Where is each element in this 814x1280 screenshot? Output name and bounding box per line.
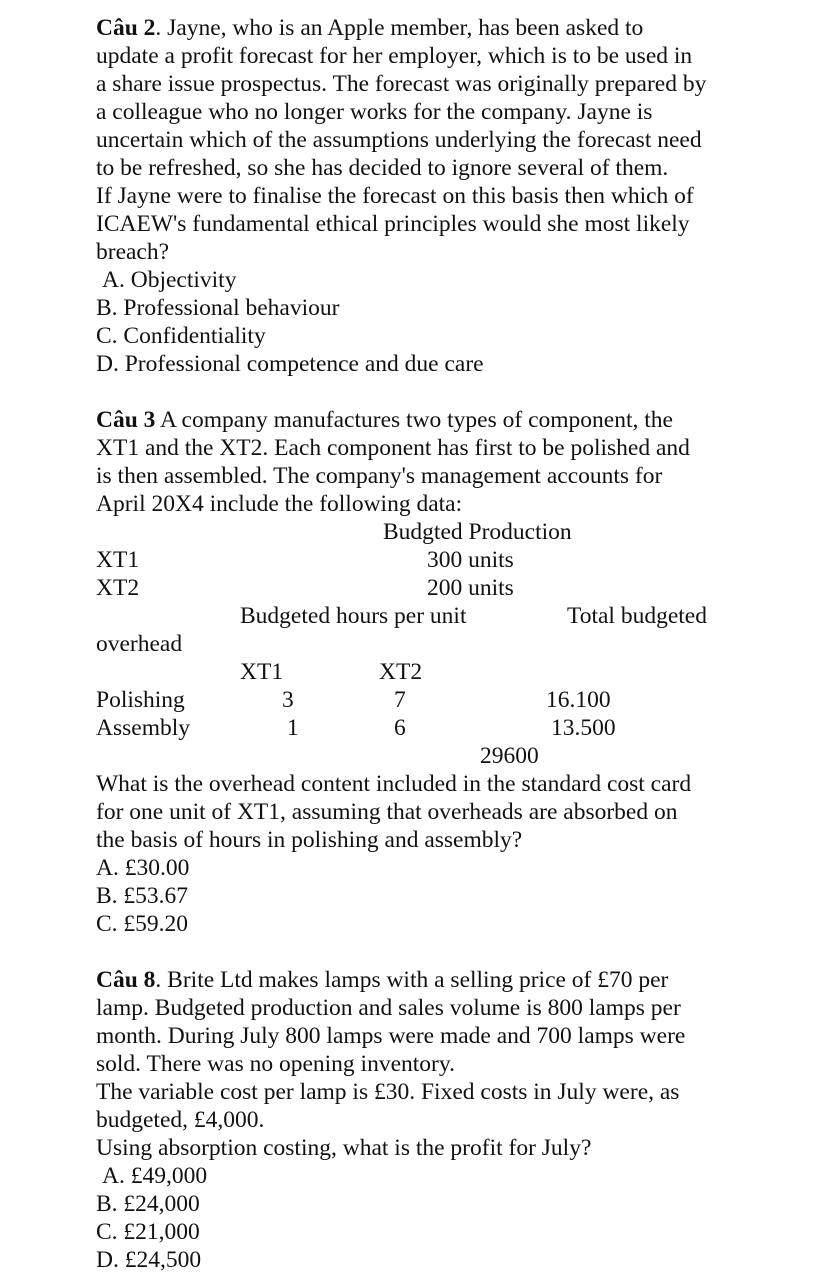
- total-header: Total budgeted: [567, 603, 707, 629]
- overhead-row-total: 16.100: [546, 687, 611, 713]
- q2-line-9: breach?: [96, 239, 170, 265]
- q3-option-c: C. £59.20: [96, 911, 189, 937]
- q3-question-line-1: What is the overhead content included in the standard cost card: [96, 771, 692, 797]
- overhead-row-xt1: 1: [287, 715, 299, 741]
- q8-option-b: B. £24,000: [96, 1191, 200, 1217]
- q3-question-line-3: the basis of hours in polishing and assembly?: [96, 827, 523, 853]
- q3-question-line-2: for one unit of XT1, assuming that overheads are absorbed on: [96, 799, 678, 825]
- production-header: Budgted Production: [383, 519, 572, 545]
- q3-option-a: A. £30.00: [96, 855, 190, 881]
- col-xt2-header: XT2: [379, 659, 423, 685]
- overhead-row-total: 13.500: [551, 715, 616, 741]
- overhead-row-name: Assembly: [96, 715, 190, 741]
- q3-line-3: is then assembled. The company's management accounts for: [96, 463, 663, 489]
- q3-line-1: Câu 3 A company manufactures two types of component, the: [96, 407, 673, 433]
- q2-line-6: to be refreshed, so she has decided to ignore several of them.: [96, 155, 669, 181]
- hours-header: Budgeted hours per unit: [240, 603, 467, 629]
- q2-line-4: a colleague who no longer works for the company. Jayne is: [96, 99, 653, 125]
- production-row-name: XT1: [96, 547, 140, 573]
- production-row-name: XT2: [96, 575, 140, 601]
- q2-option-b: B. Professional behaviour: [96, 295, 340, 321]
- q2-line-1: Câu 2. Jayne, who is an Apple member, has been asked to: [96, 15, 644, 41]
- q8-line-2: lamp. Budgeted production and sales volume is 800 lamps per: [96, 995, 681, 1021]
- q2-option-c: C. Confidentiality: [96, 323, 266, 349]
- q2-line-2: update a profit forecast for her employer, which is to be used in: [96, 43, 693, 69]
- overhead-row-xt1: 3: [282, 687, 294, 713]
- q2-line-8: ICAEW's fundamental ethical principles would she most likely: [96, 211, 690, 237]
- q2-line-3: a share issue prospectus. The forecast was originally prepared by: [96, 71, 707, 97]
- q2-option-a: A. Objectivity: [102, 267, 237, 293]
- q2-line-5: uncertain which of the assumptions underlying the forecast need: [96, 127, 702, 153]
- q8-label: Câu 8: [96, 967, 156, 993]
- q3-label: Câu 3: [96, 407, 156, 433]
- overhead-sum: 29600: [480, 743, 539, 769]
- q2-line-7: If Jayne were to finalise the forecast on this basis then which of: [96, 183, 694, 209]
- q3-line-2: XT1 and the XT2. Each component has first to be polished and: [96, 435, 690, 461]
- production-row-value: 300 units: [427, 547, 514, 573]
- q8-line-7: Using absorption costing, what is the profit for July?: [96, 1135, 592, 1161]
- q3-option-b: B. £53.67: [96, 883, 189, 909]
- col-xt1-header: XT1: [240, 659, 284, 685]
- overhead-row-xt2: 7: [394, 687, 406, 713]
- production-row-value: 200 units: [427, 575, 514, 601]
- q8-line-3: month. During July 800 lamps were made and 700 lamps were: [96, 1023, 686, 1049]
- overhead-row-name: Polishing: [96, 687, 185, 713]
- overhead-header: overhead: [96, 631, 183, 657]
- q8-line-6: budgeted, £4,000.: [96, 1107, 265, 1133]
- q8-line-5: The variable cost per lamp is £30. Fixed costs in July were, as: [96, 1079, 680, 1105]
- q8-line-1: Câu 8. Brite Ltd makes lamps with a selling price of £70 per: [96, 967, 669, 993]
- q3-line-4: April 20X4 include the following data:: [96, 491, 463, 517]
- q2-label: Câu 2: [96, 15, 156, 41]
- q2-option-d: D. Professional competence and due care: [96, 351, 484, 377]
- overhead-row-xt2: 6: [394, 715, 406, 741]
- q8-line-4: sold. There was no opening inventory.: [96, 1051, 455, 1077]
- q8-option-a: A. £49,000: [102, 1163, 208, 1189]
- q8-option-c: C. £21,000: [96, 1219, 200, 1245]
- q8-option-d: D. £24,500: [96, 1247, 202, 1273]
